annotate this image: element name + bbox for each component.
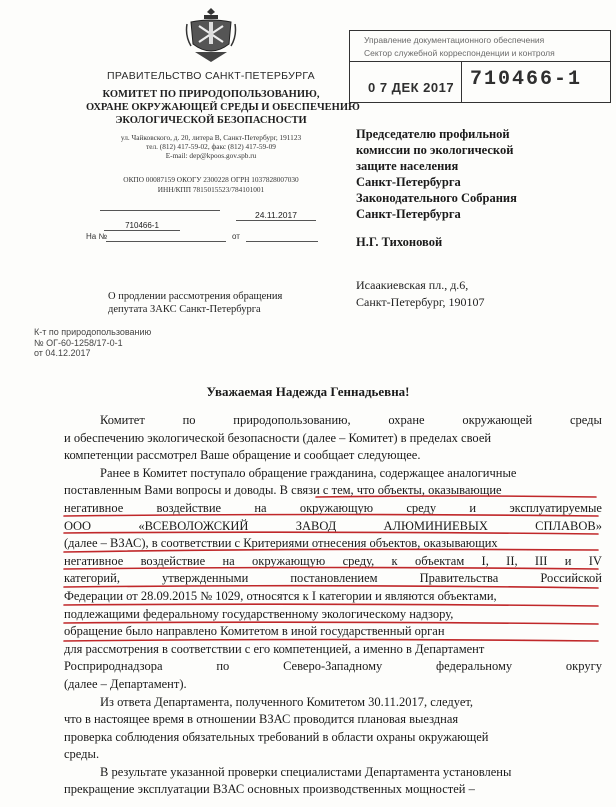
letter-line <box>64 729 602 747</box>
letter-line <box>64 764 602 782</box>
letter-word: окружающей <box>462 413 533 427</box>
letter-word: на <box>254 500 267 515</box>
letter-word: (далее – Департамент). <box>64 676 187 691</box>
letter-line <box>64 518 602 536</box>
letter-word: Из ответа Департамента, полученного Комитетом 30.11.2017, следует, <box>100 694 474 709</box>
letter-word: категорий, <box>64 571 120 586</box>
letter-word: «ВСЕВОЛОЖСКИЙ <box>138 518 249 533</box>
letter-word: окружающую <box>252 553 326 568</box>
letter-word: СПЛАВОВ» <box>535 518 602 533</box>
letter-word: (далее – ВЗАС), в соответствии с Критериями отнесения объектов, оказывающих <box>64 536 498 551</box>
letter-word: округу <box>565 659 602 674</box>
letter-line <box>64 606 602 624</box>
letter-word: компетенции рассмотрел Ваше обращение и сообщает следующее. <box>64 448 421 463</box>
letter-word: Правительства <box>419 571 499 586</box>
letter-line <box>64 658 602 676</box>
letter-word: Комитет <box>100 413 145 427</box>
recipient-title: Председателю профильной комиссии по экологической защите населения Санкт-Петербурга Законодательного Собрания Санкт-Петербурга <box>356 127 517 221</box>
letter-line <box>64 535 602 553</box>
letter-line <box>64 430 602 448</box>
letter-line <box>64 570 602 588</box>
letter-word: I, <box>481 553 489 568</box>
letter-subject: О продлении рассмотрения обращения депутата ЗАКС Санкт-Петербурга <box>108 291 283 315</box>
letter-line <box>64 465 602 483</box>
letter-word: негативное <box>64 553 124 568</box>
reference-number-label: На № <box>86 232 108 241</box>
letter-line <box>64 412 602 430</box>
letter-line <box>64 553 602 571</box>
reference-date-label: от <box>232 232 240 241</box>
registration-stamp <box>349 30 611 103</box>
letter-body <box>64 412 602 799</box>
letter-word: ООО <box>64 518 92 533</box>
letter-word: среду <box>406 500 437 515</box>
letter-word: эксплуатируемые <box>509 500 602 515</box>
letter-word: окружающую <box>299 500 374 515</box>
letter-line <box>64 694 602 712</box>
letter-word: среду, <box>342 553 375 568</box>
letter-word: Федерации от 28.09.2015 № 1029, относятся к I категории и являются объектами, <box>64 588 497 603</box>
outgoing-date: 24.11.2017 <box>236 210 316 221</box>
letter-word: Ранее в Комитет поступало обращение гражданина, содержащее аналогичные <box>100 465 517 480</box>
letter-word: подлежащими федеральному государственному экологическому надзору, <box>64 606 454 621</box>
committee-name: КОМИТЕТ ПО ПРИРОДОПОЛЬЗОВАНИЮ, ОХРАНЕ ОКРУЖАЮЩЕЙ СРЕДЫ И ОБЕСПЕЧЕНИЮ ЭКОЛОГИЧЕСКОЙ БЕЗОПАСНОСТИ <box>86 89 360 126</box>
coat-of-arms-emblem <box>185 6 237 64</box>
letter-line <box>64 500 602 518</box>
letter-word: и <box>469 500 477 515</box>
reference-number-blank <box>106 232 226 242</box>
letter-word: обращение было направлено Комитетом в иной государственный орган <box>64 624 445 639</box>
letter-word: IV <box>588 553 602 568</box>
incoming-registration-stamp: К-т по природопользованию № ОГ-60-1258/17-0-1 от 04.12.2017 <box>34 327 152 358</box>
letter-line <box>64 588 602 606</box>
letter-word: объектам <box>414 553 465 568</box>
letter-word: III <box>534 553 548 568</box>
letter-line <box>64 482 602 500</box>
letter-word: по <box>182 413 196 427</box>
letter-word: Российской <box>540 571 602 586</box>
letter-word: воздействие <box>156 500 222 515</box>
letter-line <box>64 447 602 465</box>
letter-word: прекращение эксплуатации ВЗАС основных производственных мощностей – <box>64 782 475 797</box>
letter-word: среды <box>569 413 602 427</box>
letter-line <box>64 676 602 694</box>
committee-codes: ОКПО 00087159 ОКОГУ 2300228 ОГРН 1037828007030 ИНН/КПП 7815015523/784101001 <box>123 175 299 194</box>
letter-word: и <box>564 553 572 568</box>
committee-address: ул. Чайковского, д. 20, литера В, Санкт-Петербург, 191123 тел. (812) 417-59-02, факс (812) 417-59-09 E-mail: dep@kpoos.gov.spb.ru <box>120 133 302 160</box>
letter-word: по <box>216 659 230 674</box>
letter-word: федеральному <box>436 659 513 674</box>
letter-line <box>64 781 602 799</box>
letter-word: для рассмотрения в соответствии с его компетенцией, а именно в Департамент <box>64 641 485 656</box>
letter-word: что в настоящее время в отношении ВЗАС проводится плановая выездная <box>64 712 459 727</box>
letter-word: негативное <box>64 500 124 515</box>
government-title: ПРАВИТЕЛЬСТВО САНКТ-ПЕТЕРБУРГА <box>106 70 315 82</box>
letter-word: воздействие <box>140 553 206 568</box>
letter-word: среды. <box>64 747 100 762</box>
letter-word: В результате указанной проверки специалистами Департамента установлены <box>100 764 512 779</box>
recipient-address: Исаакиевская пл., д.6, Санкт-Петербург, 190107 <box>356 278 485 309</box>
letter-word: Северо-Западному <box>283 659 383 674</box>
letter-word: охране <box>388 413 425 427</box>
recipient-name: Н.Г. Тихоновой <box>356 235 443 249</box>
stamp-date: 0 7 ДЕК 2017 <box>368 80 455 95</box>
letter-line <box>64 711 602 729</box>
letter-line <box>64 641 602 659</box>
letter-word: к <box>391 553 398 568</box>
letter-word: на <box>222 553 235 568</box>
letter-word: утвержденными <box>162 571 249 586</box>
letter-word: постановлением <box>290 571 378 586</box>
letter-word: ЗАВОД <box>295 518 337 533</box>
outgoing-number-blank <box>100 210 220 211</box>
letter-line <box>64 746 602 764</box>
outgoing-number: 710466-1 <box>104 221 180 231</box>
letter-word: проверка соблюдения обязательных требований в области охраны окружающей <box>64 729 489 744</box>
letter-word: АЛЮМИНИЕВЫХ <box>383 518 488 533</box>
letter-word: II, <box>506 553 518 568</box>
reference-date-blank <box>246 232 318 242</box>
stamp-number: 710466-1 <box>470 68 583 91</box>
letter-line <box>64 623 602 641</box>
stamp-department: Управление документационного обеспечения <box>364 35 545 45</box>
letter-word: и обеспечению экологической безопасности (далее – Комитет) в пределах своей <box>64 430 492 445</box>
letter-word: Росприроднадзора <box>64 659 163 674</box>
letter-word: природопользованию, <box>233 413 351 427</box>
letter-word: поставленным Вами вопросы и доводы. В связи с тем, что объекты, оказывающие <box>64 483 502 498</box>
stamp-sector: Сектор служебной корреспонденции и контроля <box>364 48 555 58</box>
greeting: Уважаемая Надежда Геннадьевна! <box>206 384 410 399</box>
